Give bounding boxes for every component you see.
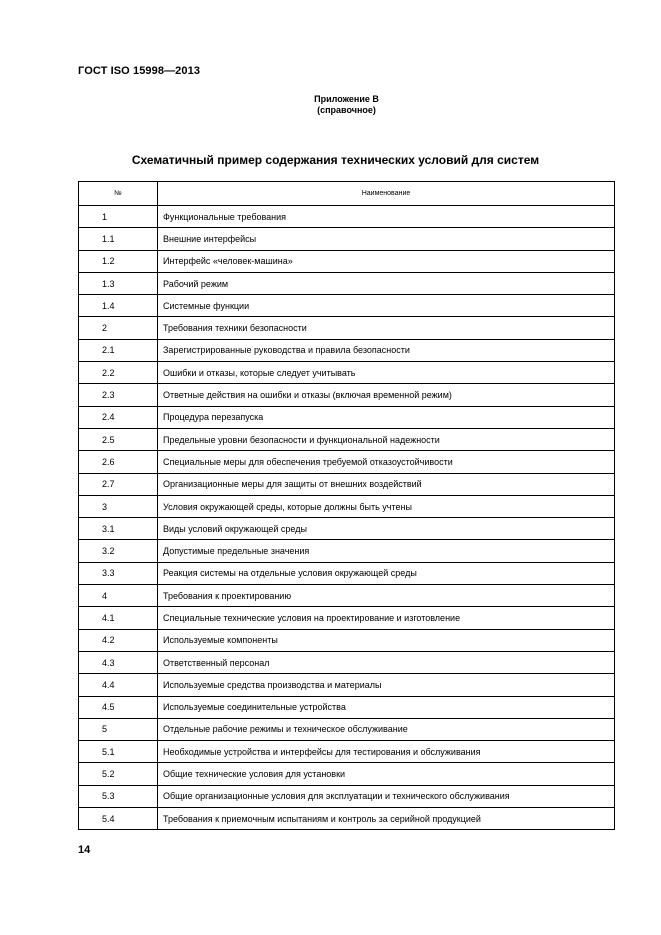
row-number: 3.3 xyxy=(79,562,158,584)
row-number: 1.4 xyxy=(79,295,158,317)
row-number: 2.6 xyxy=(79,451,158,473)
row-number: 1 xyxy=(79,206,158,228)
row-number: 5.1 xyxy=(79,741,158,763)
table-row xyxy=(79,629,615,651)
table-row xyxy=(79,384,615,406)
row-name: Используемые средства производства и материалы xyxy=(158,674,615,696)
table-row xyxy=(79,295,615,317)
table-row xyxy=(79,428,615,450)
row-name: Виды условий окружающей среды xyxy=(158,518,615,540)
row-number: 2.4 xyxy=(79,406,158,428)
row-number: 2.7 xyxy=(79,473,158,495)
row-number: 1.3 xyxy=(79,272,158,294)
row-name: Ответственный персонал xyxy=(158,651,615,673)
row-number: 3.1 xyxy=(79,518,158,540)
row-name: Используемые компоненты xyxy=(158,629,615,651)
table-row xyxy=(79,317,615,339)
table-row xyxy=(79,473,615,495)
row-name: Специальные технические условия на проектирование и изготовление xyxy=(158,607,615,629)
table-row xyxy=(79,362,615,384)
table-row xyxy=(79,651,615,673)
row-number: 2.5 xyxy=(79,428,158,450)
table-row xyxy=(79,272,615,294)
column-header-name: Наименование xyxy=(158,182,615,206)
table-row xyxy=(79,718,615,740)
row-name: Интерфейс «человек-машина» xyxy=(158,250,615,272)
specification-table xyxy=(78,181,615,830)
row-name: Рабочий режим xyxy=(158,272,615,294)
document-code: ГОСТ ISO 15998—2013 xyxy=(78,65,201,77)
table-row xyxy=(79,206,615,228)
row-name: Внешние интерфейсы xyxy=(158,228,615,250)
row-name: Ошибки и отказы, которые следует учитывать xyxy=(158,362,615,384)
table-row xyxy=(79,228,615,250)
page-number: 14 xyxy=(78,844,91,856)
row-number: 2.3 xyxy=(79,384,158,406)
row-number: 1.1 xyxy=(79,228,158,250)
row-name: Требования техники безопасности xyxy=(158,317,615,339)
row-number: 4 xyxy=(79,585,158,607)
row-number: 1.2 xyxy=(79,250,158,272)
row-number: 5.2 xyxy=(79,763,158,785)
table-row xyxy=(79,540,615,562)
row-number: 3 xyxy=(79,495,158,517)
row-name: Условия окружающей среды, которые должны быть учтены xyxy=(158,495,615,517)
row-name: Необходимые устройства и интерфейсы для тестирования и обслуживания xyxy=(158,741,615,763)
table-row xyxy=(79,339,615,361)
row-number: 4.4 xyxy=(79,674,158,696)
row-number: 5.3 xyxy=(79,785,158,807)
row-name: Реакция системы на отдельные условия окружающей среды xyxy=(158,562,615,584)
table-row xyxy=(79,585,615,607)
section-title: Схематичный пример содержания технических условий для систем xyxy=(131,153,540,167)
row-name: Зарегистрированные руководства и правила безопасности xyxy=(158,339,615,361)
row-number: 4.5 xyxy=(79,696,158,718)
table-row xyxy=(79,741,615,763)
column-header-number: № xyxy=(79,182,158,206)
row-name: Системные функции xyxy=(158,295,615,317)
table-row xyxy=(79,495,615,517)
row-name: Ответные действия на ошибки и отказы (включая временной режим) xyxy=(158,384,615,406)
appendix-type: (справочное) xyxy=(317,105,376,115)
row-number: 4.2 xyxy=(79,629,158,651)
row-name: Требования к приемочным испытаниям и контроль за серийной продукцией xyxy=(158,808,615,830)
row-name: Процедура перезапуска xyxy=(158,406,615,428)
row-number: 2.1 xyxy=(79,339,158,361)
row-name: Общие технические условия для установки xyxy=(158,763,615,785)
table-row xyxy=(79,607,615,629)
row-name: Общие организационные условия для эксплуатации и технического обслуживания xyxy=(158,785,615,807)
row-number: 5.4 xyxy=(79,808,158,830)
table-row xyxy=(79,562,615,584)
table-row xyxy=(79,518,615,540)
table-header-row xyxy=(79,182,615,206)
row-name: Функциональные требования xyxy=(158,206,615,228)
table-row xyxy=(79,250,615,272)
row-number: 5 xyxy=(79,718,158,740)
row-name: Предельные уровни безопасности и функциональной надежности xyxy=(158,428,615,450)
table-row xyxy=(79,696,615,718)
table-row xyxy=(79,451,615,473)
row-name: Организационные меры для защиты от внешних воздействий xyxy=(158,473,615,495)
row-name: Специальные меры для обеспечения требуемой отказоустойчивости xyxy=(158,451,615,473)
table-row xyxy=(79,808,615,830)
row-number: 2.2 xyxy=(79,362,158,384)
row-number: 4.3 xyxy=(79,651,158,673)
table-row xyxy=(79,763,615,785)
row-name: Допустимые предельные значения xyxy=(158,540,615,562)
table-row xyxy=(79,674,615,696)
row-name: Требования к проектированию xyxy=(158,585,615,607)
table-body xyxy=(79,206,615,830)
row-name: Используемые соединительные устройства xyxy=(158,696,615,718)
row-number: 4.1 xyxy=(79,607,158,629)
row-number: 3.2 xyxy=(79,540,158,562)
row-number: 2 xyxy=(79,317,158,339)
row-name: Отдельные рабочие режимы и техническое обслуживание xyxy=(158,718,615,740)
table-row xyxy=(79,785,615,807)
table-row xyxy=(79,406,615,428)
appendix-title: Приложение В xyxy=(314,94,379,104)
